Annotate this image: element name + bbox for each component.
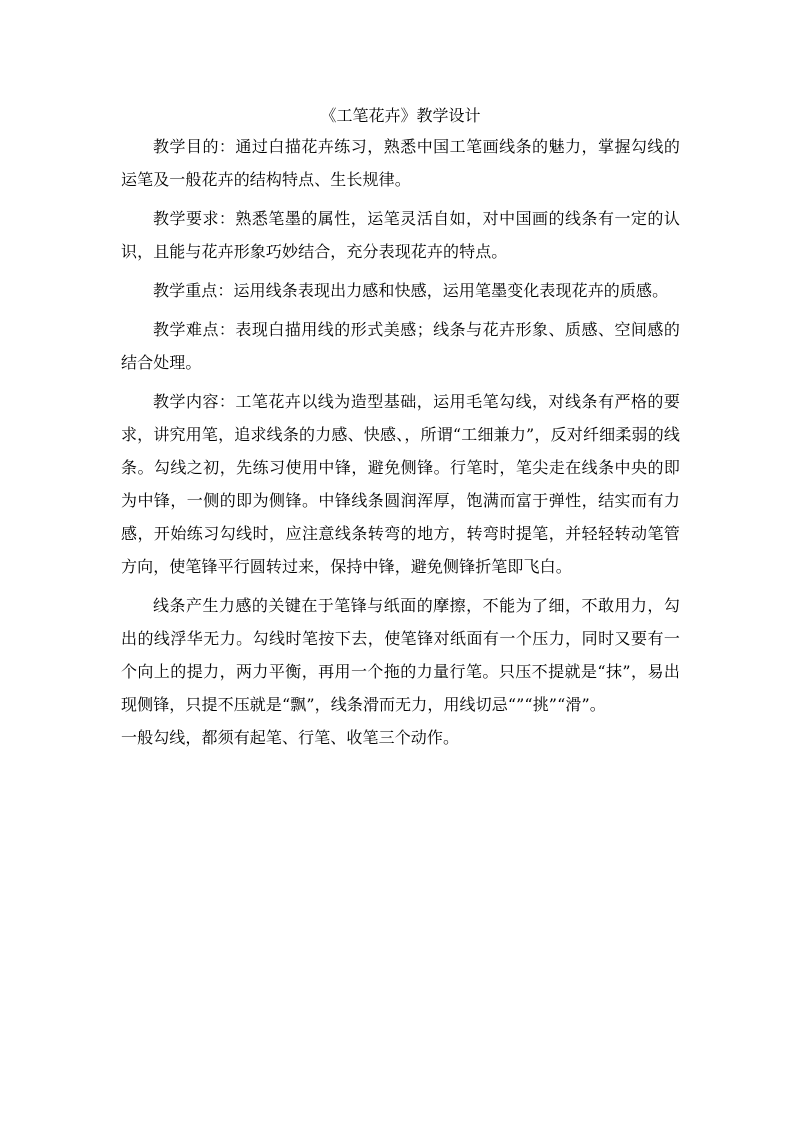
paragraph-teaching-objective: 教学目的：通过白描花卉练习，熟悉中国工笔画线条的魅力，掌握勾线的运笔及一般花卉的结构特点、生长规律。 (121, 137, 680, 189)
paragraph-line-drawing-steps: 一般勾线，都须有起笔、行笔、收笔三个动作。 (121, 728, 460, 747)
paragraph-teaching-requirements: 教学要求：熟悉笔墨的属性，运笔灵活自如，对中国画的线条有一定的认识，且能与花卉形象巧妙结合，充分表现花卉的特点。 (121, 209, 680, 261)
document-body (121, 104, 680, 754)
document-title: 《工笔花卉》教学设计 (320, 106, 481, 125)
paragraph-teaching-key-points: 教学重点：运用线条表现出力感和快感，运用笔墨变化表现花卉的质感。 (153, 281, 669, 300)
paragraph-line-strength: 线条产生力感的关键在于笔锋与纸面的摩擦，不能为了细，不敢用力，勾出的线浮华无力。勾线时笔按下去，使笔锋对纸面有一个压力，同时又要有一个向上的提力，两力平衡，再用一个拖的力量行笔。只压不提就是“抹”，易出现侧锋，只提不压就是“飘”，线条滑而无力，用线切忌“”“挑”“滑”。 (121, 596, 680, 714)
paragraph-teaching-content: 教学内容：工笔花卉以线为造型基础，运用毛笔勾线，对线条有严格的要求，讲究用笔，追求线条的力感、快感、，所谓“工细兼力”，反对纤细柔弱的线条。勾线之初，先练习使用中锋，避免侧锋。行笔时，笔尖走在线条中央的即为中锋，一侧的即为侧锋。中锋线条圆润浑厚，饱满而富于弹性，结实而有力感，开始练习勾线时，应注意线条转弯的地方，转弯时提笔，并轻轻转动笔管方向，使笔锋平行圆转过来，保持中锋，避免侧锋折笔即飞白。 (121, 392, 680, 576)
paragraph-teaching-difficulties: 教学难点：表现白描用线的形式美感；线条与花卉形象、质感、空间感的结合处理。 (121, 320, 680, 372)
